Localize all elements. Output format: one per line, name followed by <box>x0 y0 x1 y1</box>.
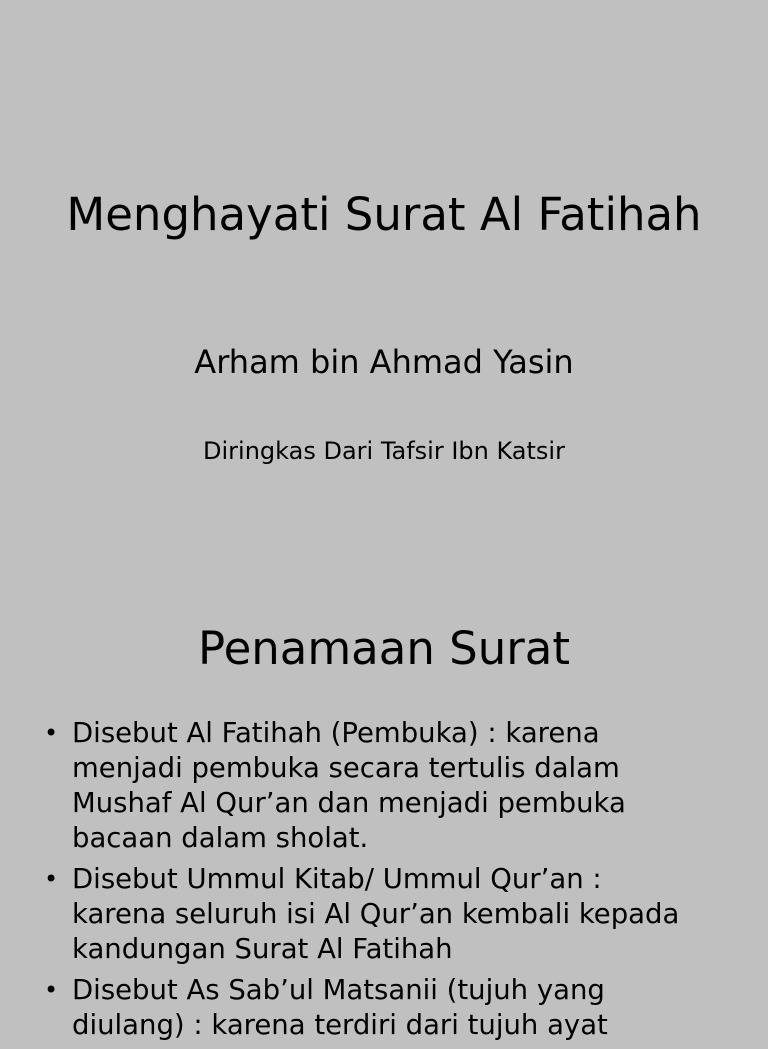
bullet-item <box>44 716 694 856</box>
bullet-text: Disebut As Sab’ul Matsanii (tujuh yang diulang) : karena terdiri dari tujuh ayat <box>72 974 608 1041</box>
bullet-text: Disebut Al Fatihah (Pembuka) : karena menjadi pembuka secara tertulis dalam Mushaf Al Qur’an dan menjadi pembuka bacaan dalam sholat. <box>72 717 626 854</box>
bullet-list <box>44 716 694 1049</box>
presentation-title: Menghayati Surat Al Fatihah <box>66 188 702 241</box>
bullet-icon: • <box>44 865 59 893</box>
slide-title: Penamaan Surat <box>198 622 570 675</box>
source-note: Diringkas Dari Tafsir Ibn Katsir <box>203 437 565 465</box>
bullet-icon: • <box>44 719 59 747</box>
bullet-icon: • <box>44 976 59 1004</box>
author-name: Arham bin Ahmad Yasin <box>194 343 574 381</box>
bullet-item <box>44 973 694 1043</box>
bullet-item <box>44 862 694 967</box>
content-slide <box>0 576 768 1041</box>
bullet-text: Disebut Ummul Kitab/ Ummul Qur’an : karena seluruh isi Al Qur’an kembali kepada kandungan Surat Al Fatihah <box>72 863 680 965</box>
